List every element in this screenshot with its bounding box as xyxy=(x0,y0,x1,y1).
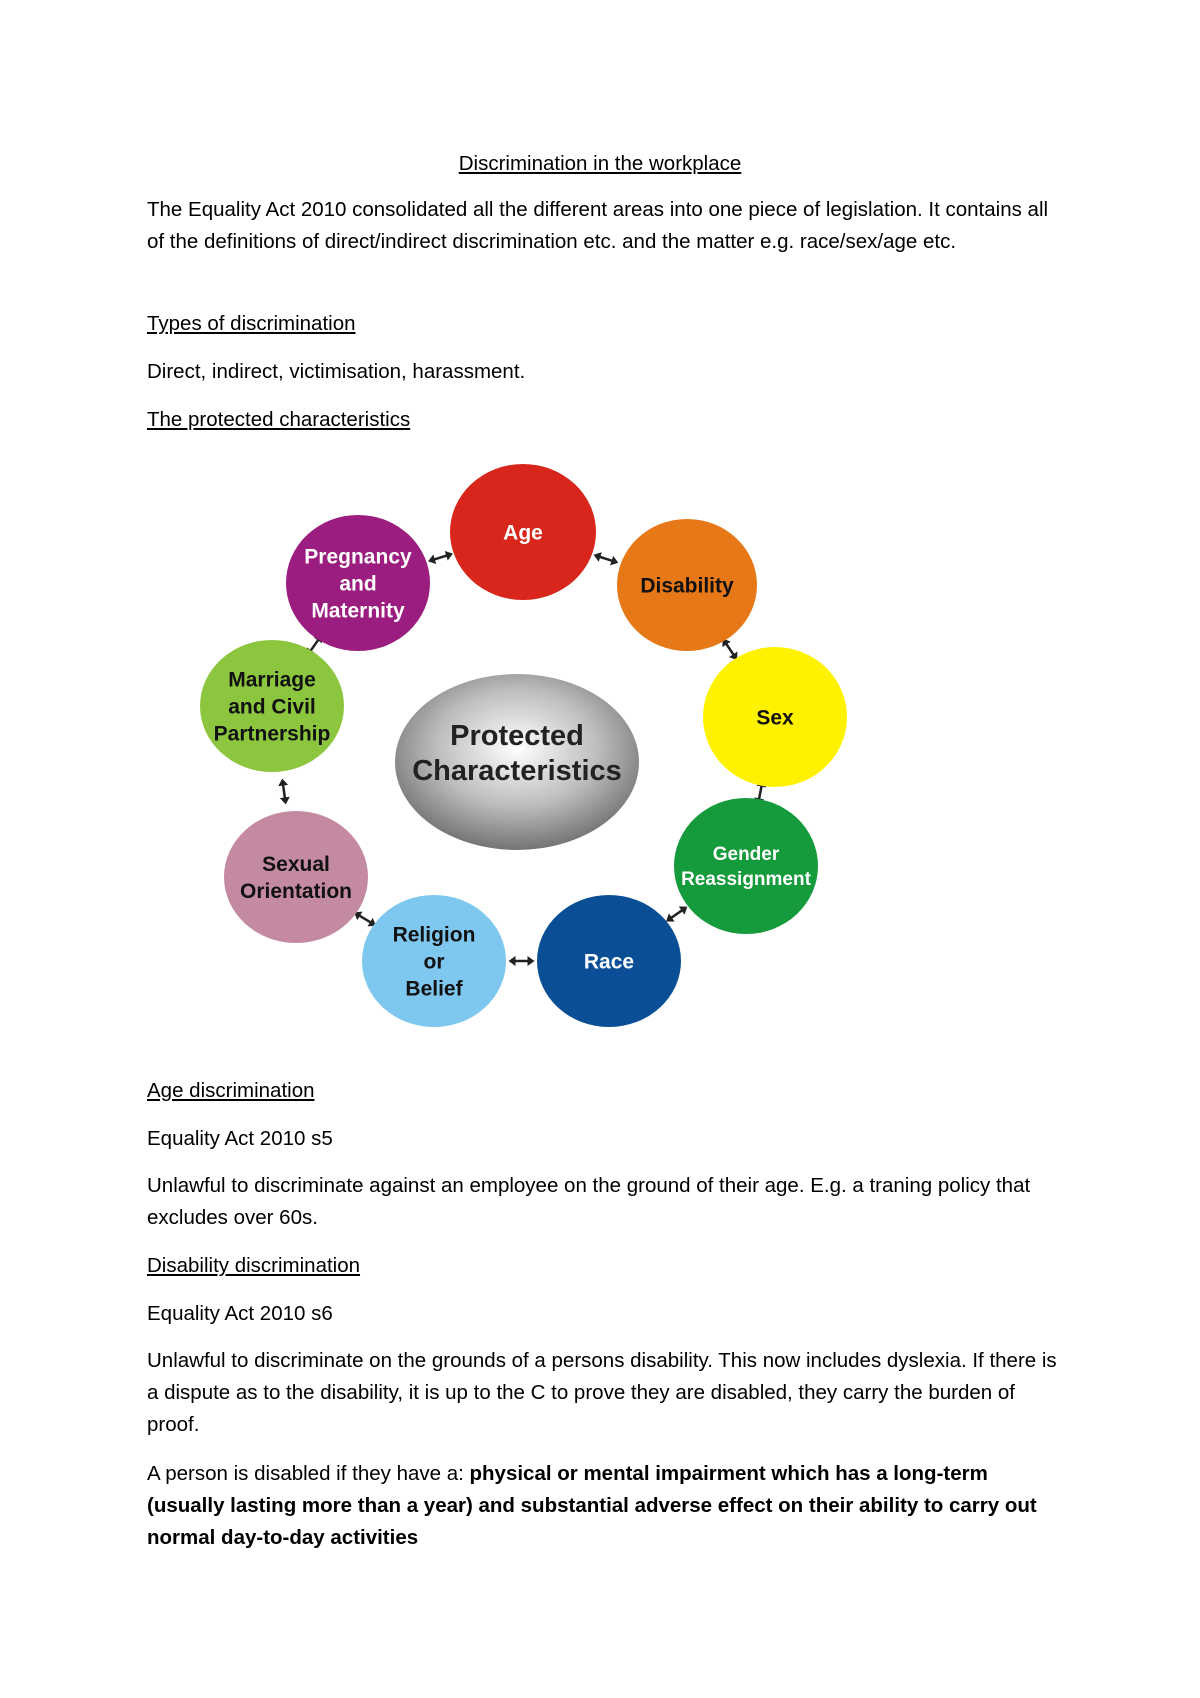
node-label-religion-or-belief-2: Belief xyxy=(405,977,463,1001)
node-label-marriage-civil-partnership-1: and Civil xyxy=(228,695,316,719)
node-label-sexual-orientation-1: Orientation xyxy=(239,879,353,903)
age-act: Equality Act 2010 s5 xyxy=(147,1127,333,1150)
connector-arrow xyxy=(509,956,535,966)
node-label-race-0: Race xyxy=(583,950,635,974)
disability-text: Unlawful to discriminate on the grounds of a persons disability. This now includes dyslexia. If there is a dispute as to the disability, it is up to the C to prove they are disabled, they carry the burden of proof. xyxy=(147,1349,1057,1436)
node-label-pregnancy-maternity-0: Pregnancy xyxy=(304,545,412,569)
protected-characteristics-diagram xyxy=(0,460,1200,1040)
node-religion-or-belief xyxy=(362,895,506,1027)
center-label-line1: Protected xyxy=(450,720,584,752)
center-label-line2: Characteristics xyxy=(412,755,622,787)
node-gender-reassignment xyxy=(674,798,818,934)
disability-heading: Disability discrimination xyxy=(147,1254,361,1277)
types-text: Direct, indirect, victimisation, harassment. xyxy=(147,360,526,383)
age-text: Unlawful to discriminate against an employee on the ground of their age. E.g. a traning policy that excludes over 60s. xyxy=(147,1174,1031,1229)
node-label-marriage-civil-partnership-0: Marriage xyxy=(228,668,316,692)
node-marriage-civil-partnership xyxy=(200,640,344,772)
node-circle-sexual-orientation xyxy=(224,811,368,943)
disability-act: Equality Act 2010 s6 xyxy=(147,1302,333,1325)
connector-arrow xyxy=(428,551,453,564)
node-label-sexual-orientation-0: Sexual xyxy=(262,852,330,876)
node-label-age-0: Age xyxy=(503,521,543,545)
node-label-religion-or-belief-0: Religion xyxy=(392,923,476,947)
node-label-disability-0: Disability xyxy=(640,574,734,598)
protected-heading: The protected characteristics xyxy=(147,408,411,431)
node-race xyxy=(537,895,681,1027)
page-title: Discrimination in the workplace xyxy=(458,152,742,175)
node-age xyxy=(450,464,596,600)
node-label-sex-0: Sex xyxy=(756,706,794,730)
node-pregnancy-maternity xyxy=(286,515,430,651)
node-label-pregnancy-maternity-2: Maternity xyxy=(311,599,405,623)
node-label-pregnancy-maternity-1: and xyxy=(339,572,377,596)
disabled-definition-prefix: A person is disabled if they have a: xyxy=(147,1462,470,1485)
node-disability xyxy=(617,519,757,651)
disabled-definition xyxy=(147,1458,1067,1554)
node-sex xyxy=(703,647,847,787)
node-label-gender-reassignment-1: Reassignment xyxy=(681,869,811,891)
connector-arrow xyxy=(354,912,376,927)
node-circle-gender-reassignment xyxy=(674,798,818,934)
types-heading: Types of discrimination xyxy=(147,312,356,335)
node-label-religion-or-belief-1: or xyxy=(423,950,445,974)
node-sexual-orientation xyxy=(224,811,368,943)
connector-arrow xyxy=(594,552,619,565)
connector-arrow xyxy=(666,907,687,922)
node-label-marriage-civil-partnership-2: Partnership xyxy=(213,722,331,746)
connector-arrow xyxy=(278,779,290,805)
intro-paragraph: The Equality Act 2010 consolidated all the different areas into one piece of legislation. It contains all of the definitions of direct/indirect discrimination etc. and the matter e.g. race/sex/age etc. xyxy=(147,198,1049,253)
disabled-definition-bold: physical or mental impairment which has a long-term (usually lasting more than a year) and substantial adverse effect on their ability to carry out normal day-to-day activities xyxy=(147,1462,1037,1549)
connector-arrow xyxy=(722,639,737,661)
node-label-gender-reassignment-0: Gender xyxy=(712,844,780,866)
age-heading: Age discrimination xyxy=(147,1079,315,1102)
